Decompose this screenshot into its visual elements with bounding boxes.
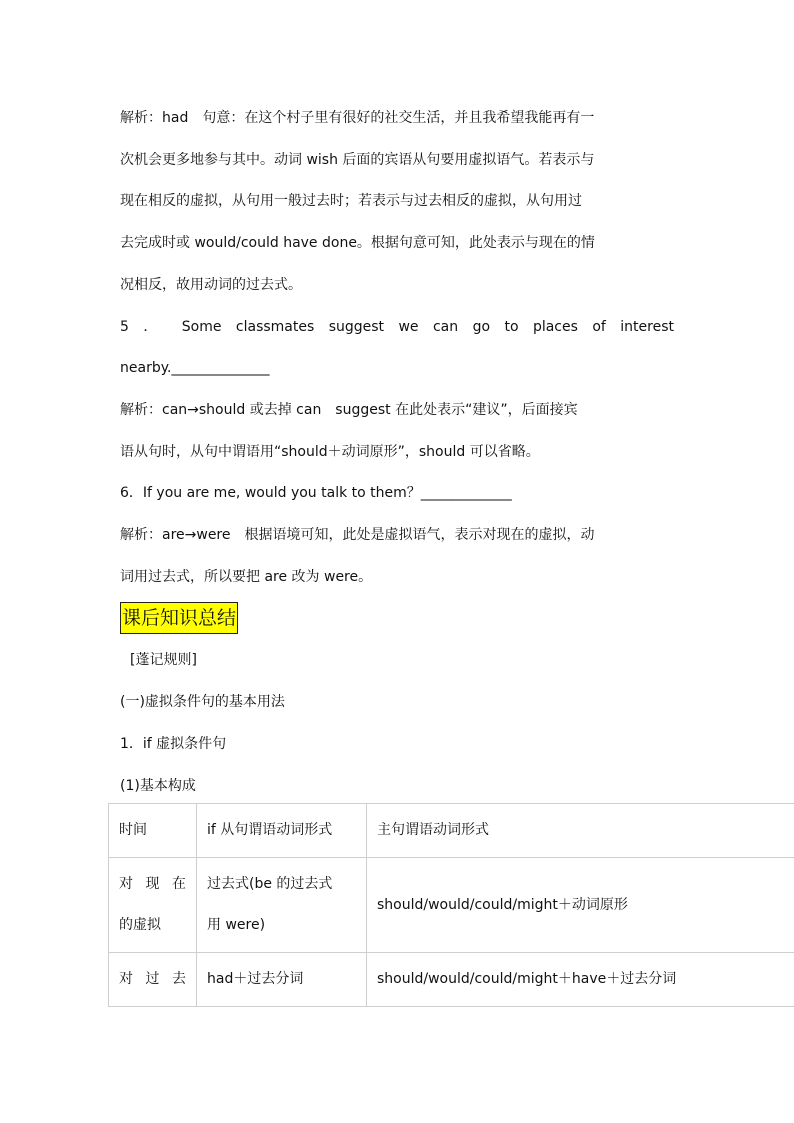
question-5-cont: nearby.______________ bbox=[120, 360, 270, 377]
cell-line: 用 were) bbox=[207, 917, 266, 933]
explanation-line: 解析：had 句意：在这个村子里有很好的社交生活，并且我希望我能再有一 bbox=[120, 110, 595, 126]
section-heading: 课后知识总结 bbox=[120, 602, 238, 634]
explanation-line: 次机会更多地参与其中。动词 wish 后面的宾语从句要用虚拟语气。若表示与 bbox=[120, 151, 595, 168]
answer-6-line: 解析：are→were 根据语境可知，此处是虚拟语气，表示对现在的虚拟，动 bbox=[120, 527, 595, 544]
table-row bbox=[109, 953, 794, 1007]
cell-line: 对 过 去 bbox=[119, 971, 186, 987]
table-row bbox=[109, 858, 794, 953]
explanation-line: 况相反，故用动词的过去式。 bbox=[120, 276, 302, 293]
document-body bbox=[120, 98, 674, 807]
table-cell bbox=[197, 858, 367, 953]
table-header-cell: if 从句谓语动词形式 bbox=[197, 804, 367, 858]
subheading-structure: (1)基本构成 bbox=[120, 777, 196, 794]
subheading-if-clause: 1．if 虚拟条件句 bbox=[120, 735, 227, 752]
table-header-row bbox=[109, 804, 794, 858]
table-cell bbox=[109, 858, 197, 953]
cell-line: 对 现 在 bbox=[119, 876, 186, 892]
table-cell: should/would/could/might＋动词原形 bbox=[367, 858, 794, 953]
subheading-basic-usage: (一)虚拟条件句的基本用法 bbox=[120, 694, 285, 711]
table-header-cell: 时间 bbox=[109, 804, 197, 858]
answer-5-line: 解析：can→should 或去掉 can suggest 在此处表示“建议”，后面接宾 bbox=[120, 401, 578, 418]
cell-line: 的虚拟 bbox=[119, 917, 161, 933]
section-heading-wrap bbox=[120, 600, 674, 638]
explanation-line: 去完成时或 would/could have done。根据句意可知，此处表示与现在的情 bbox=[120, 235, 595, 252]
table-cell bbox=[109, 953, 197, 1007]
conditional-table bbox=[108, 803, 794, 1007]
explanation-line: 现在相反的虚拟，从句用一般过去时；若表示与过去相反的虚拟，从句用过 bbox=[120, 193, 582, 210]
cell-line: 过去式(be 的过去式 bbox=[207, 876, 333, 892]
answer-6-line: 词用过去式，所以要把 are 改为 were。 bbox=[120, 568, 373, 585]
table-cell: had＋过去分词 bbox=[197, 953, 367, 1007]
answer-5-line: 语从句时，从句中谓语用“should＋动词原形”，should 可以省略。 bbox=[120, 443, 540, 460]
table-header-cell: 主句谓语动词形式 bbox=[367, 804, 794, 858]
question-6: 6．If you are me, would you talk to them？_____________ bbox=[120, 485, 512, 502]
question-5: 5 ． Some classmates suggest we can go to places of interest bbox=[120, 318, 674, 335]
rules-label: [蓬记规则] bbox=[130, 652, 197, 669]
table-cell: should/would/could/might＋have＋过去分词 bbox=[367, 953, 794, 1007]
